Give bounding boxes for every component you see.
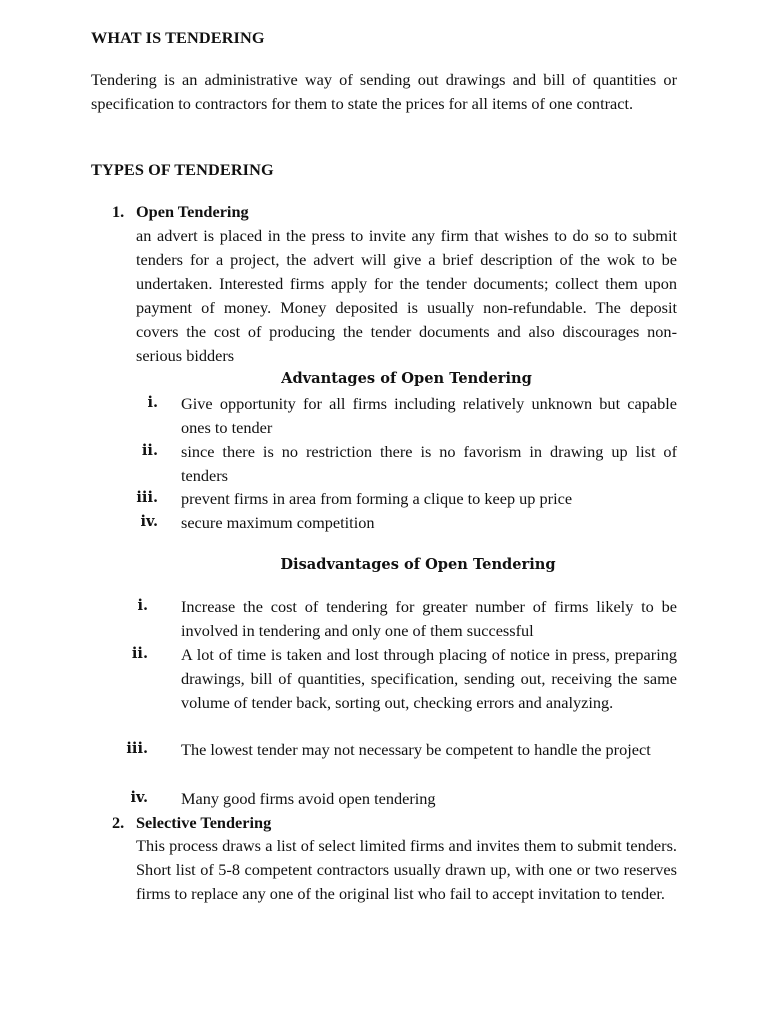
advantage-item: prevent firms in area from forming a clique to keep up price xyxy=(181,489,573,508)
page-title: WHAT IS TENDERING xyxy=(91,28,265,47)
disadvantage-item: Increase the cost of tendering for greater number of firms likely to be involved in tendering and only one of them successful xyxy=(181,597,677,640)
section-body: an advert is placed in the press to invite any firm that wishes to do so to submit tenders for a project, the advert will give a brief description of the wok to be undertaken. Interested firms apply for the tender documents; collect them upon payment of money. Money deposited is usually non-refundable. The deposit covers the cost of producing the tender documents and also discourages non-serious bidders xyxy=(136,226,677,365)
types-heading: TYPES OF TENDERING xyxy=(91,160,274,179)
advantage-item: Give opportunity for all firms including relatively unknown but capable ones to tender xyxy=(181,394,677,437)
disadvantage-item: The lowest tender may not necessary be competent to handle the project xyxy=(181,740,651,759)
list-marker: iii. xyxy=(126,740,148,757)
list-marker: iv. xyxy=(140,513,158,530)
advantage-item: since there is no restriction there is no favorism in drawing up list of tenders xyxy=(181,442,677,485)
list-marker: iv. xyxy=(130,789,148,806)
disadvantage-item: A lot of time is taken and lost through placing of notice in press, preparing drawings, bill of quantities, specification, sending out, receiving the same volume of tender back, sorting out, checking errors and analyzing. xyxy=(181,645,677,712)
section-body: This process draws a list of select limited firms and invites them to submit tenders. Short list of 5-8 competent contractors usually drawn up, with one or two reserves firms to replace any one of the original list who fail to accept invitation to tender. xyxy=(136,836,677,903)
disadvantages-heading: Disadvantages of Open Tendering xyxy=(280,556,556,573)
list-marker: iii. xyxy=(136,489,158,506)
list-marker: ii. xyxy=(141,442,158,459)
section-title: Selective Tendering xyxy=(136,813,272,832)
section-number: 1. xyxy=(112,202,125,221)
section-title: Open Tendering xyxy=(136,202,249,221)
intro-paragraph: Tendering is an administrative way of sending out drawings and bill of quantities or specification to contractors for them to state the prices for all items of one contract. xyxy=(91,70,677,113)
disadvantage-item: Many good firms avoid open tendering xyxy=(181,789,436,808)
section-number: 2. xyxy=(112,813,125,832)
advantage-item: secure maximum competition xyxy=(181,513,375,532)
list-marker: ii. xyxy=(131,645,148,662)
list-marker: i. xyxy=(137,597,148,614)
advantages-heading: Advantages of Open Tendering xyxy=(281,370,532,387)
list-marker: i. xyxy=(147,394,158,411)
